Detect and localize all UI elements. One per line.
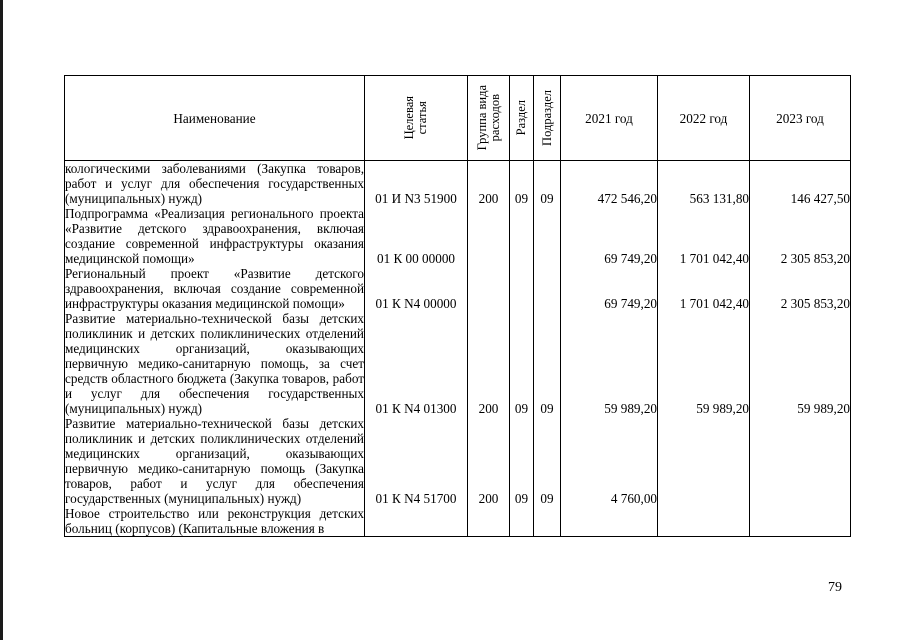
row-2023 <box>750 416 851 506</box>
row-name: Подпрограмма «Реализация регионального проекта «Развитие детского здравоохранения, включая создание современной инфраструктуры оказания медицинской помощи» <box>65 206 364 266</box>
row-section: 09 <box>510 161 534 207</box>
row-expense-group: 200 <box>468 161 510 207</box>
row-2022 <box>658 506 750 537</box>
row-subsection: 09 <box>534 416 561 506</box>
row-expense-group: 200 <box>468 311 510 416</box>
header-expense-group: Группа вида расходов <box>468 76 510 161</box>
table-row <box>65 266 851 311</box>
row-target-article: 01 К N4 51700 <box>365 416 468 506</box>
row-name: Региональный проект «Развитие детского здравоохранения, включая создание современной инфраструктуры оказания медицинской помощи» <box>65 266 364 311</box>
row-target-article: 01 И N3 51900 <box>365 161 468 207</box>
row-subsection <box>534 206 561 266</box>
row-2021: 59 989,20 <box>561 311 658 416</box>
page-number: 79 <box>828 580 842 595</box>
header-subsection: Подраздел <box>534 76 561 161</box>
row-subsection: 09 <box>534 311 561 416</box>
row-2022 <box>658 416 750 506</box>
row-2022: 563 131,80 <box>658 161 750 207</box>
row-2021: 69 749,20 <box>561 206 658 266</box>
header-section: Раздел <box>510 76 534 161</box>
row-section <box>510 506 534 537</box>
row-2023: 146 427,50 <box>750 161 851 207</box>
row-2022: 1 701 042,40 <box>658 266 750 311</box>
row-2023: 59 989,20 <box>750 311 851 416</box>
table-row <box>65 416 851 506</box>
header-2023: 2023 год <box>750 76 851 161</box>
header-target-article: Целевая статья <box>365 76 468 161</box>
row-name: Развитие материально-технической базы детских поликлиник и детских поликлинических отделений медицинских организаций, оказывающих первичную медико-санитарную помощь (Закупка товаров, работ и услуг для обеспечения государственных (муниципальных) нужд) <box>65 416 364 506</box>
header-name: Наименование <box>65 76 365 161</box>
table-row <box>65 161 851 207</box>
row-target-article: 01 К 00 00000 <box>365 206 468 266</box>
row-2022: 1 701 042,40 <box>658 206 750 266</box>
row-2021: 4 760,00 <box>561 416 658 506</box>
row-subsection <box>534 266 561 311</box>
budget-table <box>64 75 851 537</box>
row-section <box>510 266 534 311</box>
row-2023: 2 305 853,20 <box>750 266 851 311</box>
row-section: 09 <box>510 416 534 506</box>
row-2022: 59 989,20 <box>658 311 750 416</box>
row-2023 <box>750 506 851 537</box>
row-2021: 69 749,20 <box>561 266 658 311</box>
row-target-article: 01 К N4 00000 <box>365 266 468 311</box>
header-2022: 2022 год <box>658 76 750 161</box>
row-section: 09 <box>510 311 534 416</box>
row-target-article: 01 К N4 01300 <box>365 311 468 416</box>
row-expense-group <box>468 206 510 266</box>
table-row <box>65 506 851 537</box>
row-expense-group <box>468 506 510 537</box>
row-subsection: 09 <box>534 161 561 207</box>
row-expense-group: 200 <box>468 416 510 506</box>
row-2021: 472 546,20 <box>561 161 658 207</box>
row-name: кологическими заболеваниями (Закупка товаров, работ и услуг для обеспечения государственных (муниципальных) нужд) <box>65 161 364 206</box>
header-2021: 2021 год <box>561 76 658 161</box>
row-expense-group <box>468 266 510 311</box>
table-header-row <box>65 76 851 161</box>
table-row <box>65 311 851 416</box>
row-section <box>510 206 534 266</box>
row-target-article <box>365 506 468 537</box>
row-name: Новое строительство или реконструкция детских больниц (корпусов) (Капитальные вложения в <box>65 506 364 536</box>
row-2023: 2 305 853,20 <box>750 206 851 266</box>
table-row <box>65 206 851 266</box>
row-2021 <box>561 506 658 537</box>
row-subsection <box>534 506 561 537</box>
row-name: Развитие материально-технической базы детских поликлиник и детских поликлинических отделений медицинских организаций, оказывающих первичную медико-санитарную помощь, за счет средств областного бюджета (Закупка товаров, работ и услуг для обеспечения государственных (муниципальных) нужд) <box>65 311 364 416</box>
